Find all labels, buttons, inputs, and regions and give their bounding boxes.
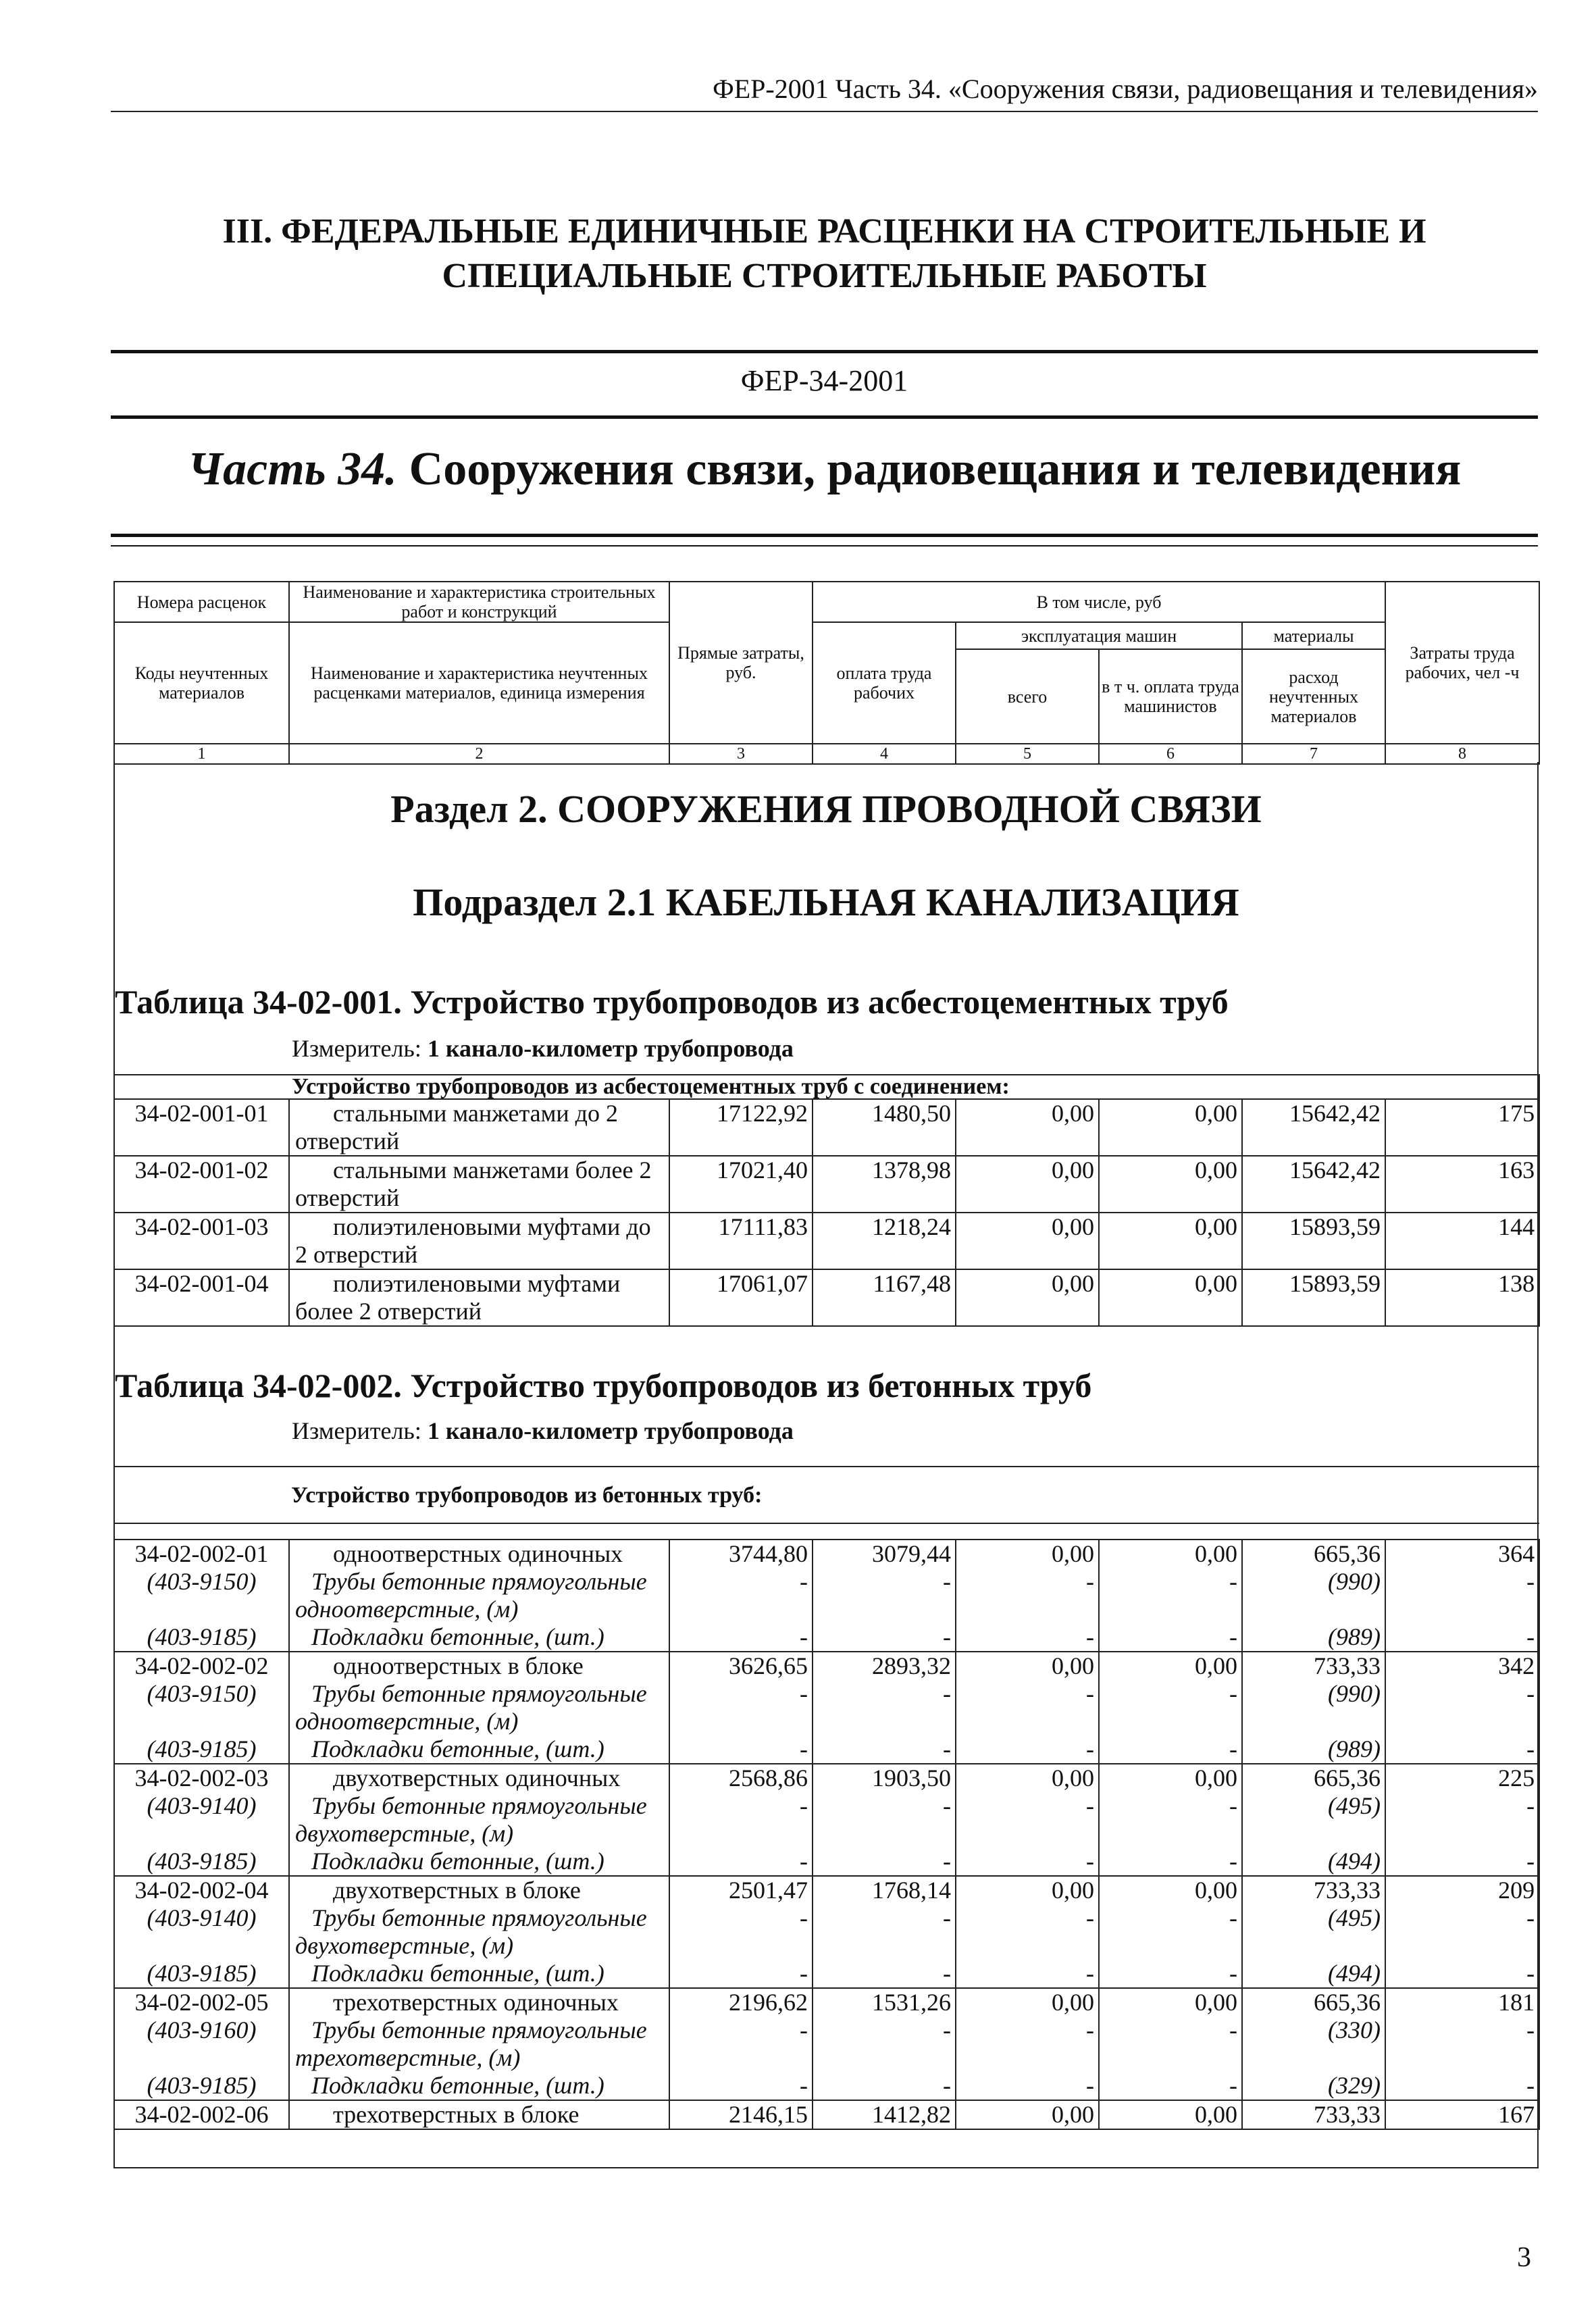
labor: -	[1385, 1680, 1539, 1735]
material-name: Трубы бетонные прямоугольные трехотверстные, (м)	[289, 2016, 669, 2072]
rate-code: 34-02-002-04	[114, 1876, 289, 1904]
materials: (990)	[1242, 1680, 1385, 1735]
direct-costs: -	[669, 1848, 813, 1876]
col-num-4: 4	[813, 744, 956, 764]
wages: 1480,50	[813, 1099, 956, 1156]
wages: 1218,24	[813, 1213, 956, 1269]
materials: 665,36	[1242, 1540, 1385, 1568]
machines-total: -	[956, 1568, 1099, 1623]
labor: -	[1385, 1568, 1539, 1623]
table-row	[114, 1988, 1539, 2016]
labor: 175	[1385, 1099, 1539, 1156]
machines-total: 0,00	[956, 2100, 1099, 2129]
part-heading-line-2: СПЕЦИАЛЬНЫЕ СТРОИТЕЛЬНЫЕ РАБОТЫ	[442, 257, 1207, 295]
machines-wages: -	[1099, 1848, 1242, 1876]
part-title-text: Сооружения связи, радиовещания и телевидения	[409, 443, 1462, 495]
table-row	[114, 1099, 1539, 1156]
table-row	[114, 1876, 1539, 1904]
wages: 1531,26	[813, 1988, 956, 2016]
labor: -	[1385, 2016, 1539, 2072]
table-row	[114, 1764, 1539, 1792]
direct-costs: -	[669, 1623, 813, 1652]
table-row	[114, 1540, 1539, 1568]
machines-total: 0,00	[956, 1764, 1099, 1792]
material-name: Подкладки бетонные, (шт.)	[289, 1960, 669, 1988]
materials: 15642,42	[1242, 1099, 1385, 1156]
machines-wages: 0,00	[1099, 1099, 1242, 1156]
header-materials: материалы	[1242, 622, 1385, 649]
wages: -	[813, 2016, 956, 2072]
materials: (330)	[1242, 2016, 1385, 2072]
materials: 15893,59	[1242, 1269, 1385, 1326]
work-name: одноотверстных одиночных	[289, 1540, 669, 1568]
labor: -	[1385, 1848, 1539, 1876]
material-code: (403-9185)	[114, 1623, 289, 1652]
col-num-2: 2	[289, 744, 669, 764]
material-code: (403-9150)	[114, 1680, 289, 1735]
work-name: трехотверстных в блоке	[289, 2100, 669, 2129]
machines-wages: 0,00	[1099, 1156, 1242, 1213]
machines-total: -	[956, 1735, 1099, 1764]
header-material-codes: Коды неучтенных материалов	[114, 622, 289, 744]
direct-costs: -	[669, 2072, 813, 2100]
direct-costs: 17122,92	[669, 1099, 813, 1156]
direct-costs: -	[669, 1735, 813, 1764]
labor: 209	[1385, 1876, 1539, 1904]
table-1-group: Устройство трубопроводов из асбестоцементных труб с соединением:	[114, 1075, 1539, 1099]
rate-code: 34-02-001-04	[114, 1269, 289, 1326]
wages: -	[813, 1623, 956, 1652]
machines-total: -	[956, 1960, 1099, 1988]
material-code: (403-9185)	[114, 1735, 289, 1764]
rates-table-header	[113, 581, 1540, 765]
materials: 733,33	[1242, 2100, 1385, 2129]
machines-wages: 0,00	[1099, 1988, 1242, 2016]
materials: (495)	[1242, 1904, 1385, 1960]
document-code: ФЕР-34-2001	[111, 350, 1538, 419]
wages: -	[813, 1904, 956, 1960]
col-num-3: 3	[669, 744, 813, 764]
labor: 163	[1385, 1156, 1539, 1213]
materials: (990)	[1242, 1568, 1385, 1623]
direct-costs: -	[669, 1680, 813, 1735]
machines-total: 0,00	[956, 1099, 1099, 1156]
header-material-names: Наименование и характеристика неучтенных расценками материалов, единица измерения	[289, 622, 669, 744]
direct-costs: 17021,40	[669, 1156, 813, 1213]
direct-costs: 3744,80	[669, 1540, 813, 1568]
subsection-title: Подраздел 2.1 КАБЕЛЬНАЯ КАНАЛИЗАЦИЯ	[413, 880, 1239, 924]
direct-costs: -	[669, 1568, 813, 1623]
materials: (494)	[1242, 1960, 1385, 1988]
rate-code: 34-02-002-05	[114, 1988, 289, 2016]
header-machines: эксплуатация машин	[956, 622, 1242, 649]
material-code: (403-9185)	[114, 1960, 289, 1988]
labor: 167	[1385, 2100, 1539, 2129]
meter-value: 1 канало-километр трубопровода	[427, 1417, 794, 1444]
machines-total: -	[956, 2072, 1099, 2100]
work-name: одноотверстных в блоке	[289, 1652, 669, 1680]
machines-wages: -	[1099, 1623, 1242, 1652]
wages: 2893,32	[813, 1652, 956, 1680]
machines-total: -	[956, 1792, 1099, 1848]
wages: -	[813, 1568, 956, 1623]
machines-wages: -	[1099, 1792, 1242, 1848]
rate-code: 34-02-001-02	[114, 1156, 289, 1213]
rate-code: 34-02-002-01	[114, 1540, 289, 1568]
direct-costs: -	[669, 1904, 813, 1960]
machines-wages: 0,00	[1099, 1213, 1242, 1269]
table-2-title: Таблица 34-02-002. Устройство трубопроводов из бетонных труб	[115, 1367, 1092, 1404]
header-machines-total: всего	[956, 649, 1099, 744]
direct-costs: 3626,65	[669, 1652, 813, 1680]
page-number: 3	[1517, 2242, 1531, 2273]
direct-costs: 2146,15	[669, 2100, 813, 2129]
labor: 225	[1385, 1764, 1539, 1792]
header-wages: оплата труда рабочих	[813, 622, 956, 744]
wages: -	[813, 1848, 956, 1876]
machines-total: 0,00	[956, 1156, 1099, 1213]
table-row	[114, 1213, 1539, 1269]
machines-wages: 0,00	[1099, 1764, 1242, 1792]
col-num-6: 6	[1099, 744, 1242, 764]
table-2-body	[114, 1540, 1539, 2129]
header-rate-numbers: Номера расценок	[114, 582, 289, 622]
material-name: Подкладки бетонные, (шт.)	[289, 1623, 669, 1652]
materials: 665,36	[1242, 1764, 1385, 1792]
material-row	[114, 2072, 1539, 2100]
header-machines-wages: в т ч. оплата труда машинистов	[1099, 649, 1242, 744]
header-work-name: Наименование и характеристика строительных работ и конструкций	[289, 582, 669, 622]
machines-total: -	[956, 1904, 1099, 1960]
direct-costs: 17111,83	[669, 1213, 813, 1269]
table-row	[114, 1156, 1539, 1213]
meter-label: Измеритель:	[292, 1035, 421, 1062]
double-rule	[111, 534, 1538, 547]
machines-total: 0,00	[956, 1988, 1099, 2016]
machines-wages: 0,00	[1099, 1269, 1242, 1326]
work-name: двухотверстных в блоке	[289, 1876, 669, 1904]
header-labor: Затраты труда рабочих, чел -ч	[1385, 582, 1539, 744]
materials: (495)	[1242, 1792, 1385, 1848]
material-row	[114, 1848, 1539, 1876]
material-code: (403-9140)	[114, 1792, 289, 1848]
machines-total: -	[956, 1848, 1099, 1876]
material-row	[114, 1792, 1539, 1848]
table-1	[113, 1074, 1540, 1327]
machines-wages: -	[1099, 1960, 1242, 1988]
material-row	[114, 1904, 1539, 1960]
material-name: Трубы бетонные прямоугольные двухотверстные, (м)	[289, 1792, 669, 1848]
material-row	[114, 1680, 1539, 1735]
header-direct-costs: Прямые затраты, руб.	[669, 582, 813, 744]
direct-costs: 2196,62	[669, 1988, 813, 2016]
materials: 665,36	[1242, 1988, 1385, 2016]
col-num-1: 1	[114, 744, 289, 764]
header-materials-use: расход неучтенных материалов	[1242, 649, 1385, 744]
materials: (989)	[1242, 1623, 1385, 1652]
materials: 733,33	[1242, 1876, 1385, 1904]
materials: (494)	[1242, 1848, 1385, 1876]
rate-code: 34-02-001-03	[114, 1213, 289, 1269]
rate-code: 34-02-001-01	[114, 1099, 289, 1156]
labor: -	[1385, 1904, 1539, 1960]
table-2-meter	[292, 1416, 794, 1446]
wages: -	[813, 1680, 956, 1735]
material-name: Подкладки бетонные, (шт.)	[289, 1735, 669, 1764]
material-name: Трубы бетонные прямоугольные одноотверстные, (м)	[289, 1568, 669, 1623]
work-name: полиэтиленовыми муфтами до 2 отверстий	[289, 1213, 669, 1269]
header-including: В том числе, руб	[813, 582, 1385, 622]
rate-code: 34-02-002-06	[114, 2100, 289, 2129]
wages: -	[813, 1960, 956, 1988]
direct-costs: -	[669, 2016, 813, 2072]
direct-costs: -	[669, 1792, 813, 1848]
wages: 1378,98	[813, 1156, 956, 1213]
machines-total: 0,00	[956, 1652, 1099, 1680]
table-2-group: Устройство трубопроводов из бетонных труб:	[114, 1467, 1539, 1523]
work-name: двухотверстных одиночных	[289, 1764, 669, 1792]
meter-value: 1 канало-километр трубопровода	[427, 1035, 794, 1062]
direct-costs: -	[669, 1960, 813, 1988]
part-title	[111, 439, 1538, 500]
labor: -	[1385, 1960, 1539, 1988]
wages: -	[813, 1735, 956, 1764]
machines-total: -	[956, 1680, 1099, 1735]
wages: -	[813, 2072, 956, 2100]
machines-wages: -	[1099, 1904, 1242, 1960]
labor: 364	[1385, 1540, 1539, 1568]
wages: 3079,44	[813, 1540, 956, 1568]
spacer-row	[114, 1523, 1539, 1540]
work-name: полиэтиленовыми муфтами более 2 отверстий	[289, 1269, 669, 1326]
col-num-7: 7	[1242, 744, 1385, 764]
part-title-lead: Часть 34.	[187, 443, 397, 495]
labor: 144	[1385, 1213, 1539, 1269]
wages: 1903,50	[813, 1764, 956, 1792]
meter-label: Измеритель:	[292, 1417, 421, 1444]
labor: -	[1385, 1735, 1539, 1764]
material-row	[114, 1960, 1539, 1988]
materials: (329)	[1242, 2072, 1385, 2100]
machines-wages: -	[1099, 1735, 1242, 1764]
labor: 181	[1385, 1988, 1539, 2016]
machines-total: -	[956, 2016, 1099, 2072]
materials: 15893,59	[1242, 1213, 1385, 1269]
material-code: (403-9185)	[114, 1848, 289, 1876]
material-code: (403-9185)	[114, 2072, 289, 2100]
table-row	[114, 1652, 1539, 1680]
col-num-5: 5	[956, 744, 1099, 764]
labor: -	[1385, 2072, 1539, 2100]
materials: 733,33	[1242, 1652, 1385, 1680]
work-name: трехотверстных одиночных	[289, 1988, 669, 2016]
machines-wages: 0,00	[1099, 1540, 1242, 1568]
col-num-8: 8	[1385, 744, 1539, 764]
machines-wages: -	[1099, 2072, 1242, 2100]
material-code: (403-9140)	[114, 1904, 289, 1960]
wages: -	[813, 1792, 956, 1848]
table-2	[113, 1466, 1540, 2130]
machines-total: 0,00	[956, 1876, 1099, 1904]
material-name: Трубы бетонные прямоугольные одноотверстные, (м)	[289, 1680, 669, 1735]
materials: (989)	[1242, 1735, 1385, 1764]
work-name: стальными манжетами до 2 отверстий	[289, 1099, 669, 1156]
material-code: (403-9160)	[114, 2016, 289, 2072]
section-title: Раздел 2. СООРУЖЕНИЯ ПРОВОДНОЙ СВЯЗИ	[390, 787, 1262, 831]
wages: 1167,48	[813, 1269, 956, 1326]
part-heading	[111, 209, 1538, 299]
direct-costs: 2501,47	[669, 1876, 813, 1904]
table-row	[114, 2100, 1539, 2129]
rate-code: 34-02-002-03	[114, 1764, 289, 1792]
direct-costs: 2568,86	[669, 1764, 813, 1792]
labor: 342	[1385, 1652, 1539, 1680]
machines-wages: 0,00	[1099, 2100, 1242, 2129]
materials: 15642,42	[1242, 1156, 1385, 1213]
material-name: Подкладки бетонные, (шт.)	[289, 2072, 669, 2100]
machines-wages: -	[1099, 1568, 1242, 1623]
wages: 1768,14	[813, 1876, 956, 1904]
machines-total: -	[956, 1623, 1099, 1652]
machines-total: 0,00	[956, 1540, 1099, 1568]
machines-wages: -	[1099, 2016, 1242, 2072]
table-1-meter	[292, 1034, 794, 1063]
table-row	[114, 1269, 1539, 1326]
machines-wages: -	[1099, 1680, 1242, 1735]
machines-total: 0,00	[956, 1269, 1099, 1326]
material-code: (403-9150)	[114, 1568, 289, 1623]
table-1-title: Таблица 34-02-001. Устройство трубопроводов из асбестоцементных труб	[115, 983, 1229, 1021]
labor: -	[1385, 1623, 1539, 1652]
material-row	[114, 1568, 1539, 1623]
work-name: стальными манжетами более 2 отверстий	[289, 1156, 669, 1213]
running-head: ФЕР-2001 Часть 34. «Сооружения связи, радиовещания и телевидения»	[111, 68, 1538, 112]
material-row	[114, 2016, 1539, 2072]
material-row	[114, 1735, 1539, 1764]
machines-total: 0,00	[956, 1213, 1099, 1269]
wages: 1412,82	[813, 2100, 956, 2129]
material-name: Трубы бетонные прямоугольные двухотверстные, (м)	[289, 1904, 669, 1960]
material-name: Подкладки бетонные, (шт.)	[289, 1848, 669, 1876]
part-heading-line-1: III. ФЕДЕРАЛЬНЫЕ ЕДИНИЧНЫЕ РАСЦЕНКИ НА СТРОИТЕЛЬНЫЕ И	[222, 212, 1426, 251]
machines-wages: 0,00	[1099, 1652, 1242, 1680]
labor: 138	[1385, 1269, 1539, 1326]
material-row	[114, 1623, 1539, 1652]
labor: -	[1385, 1792, 1539, 1848]
rate-code: 34-02-002-02	[114, 1652, 289, 1680]
machines-wages: 0,00	[1099, 1876, 1242, 1904]
direct-costs: 17061,07	[669, 1269, 813, 1326]
